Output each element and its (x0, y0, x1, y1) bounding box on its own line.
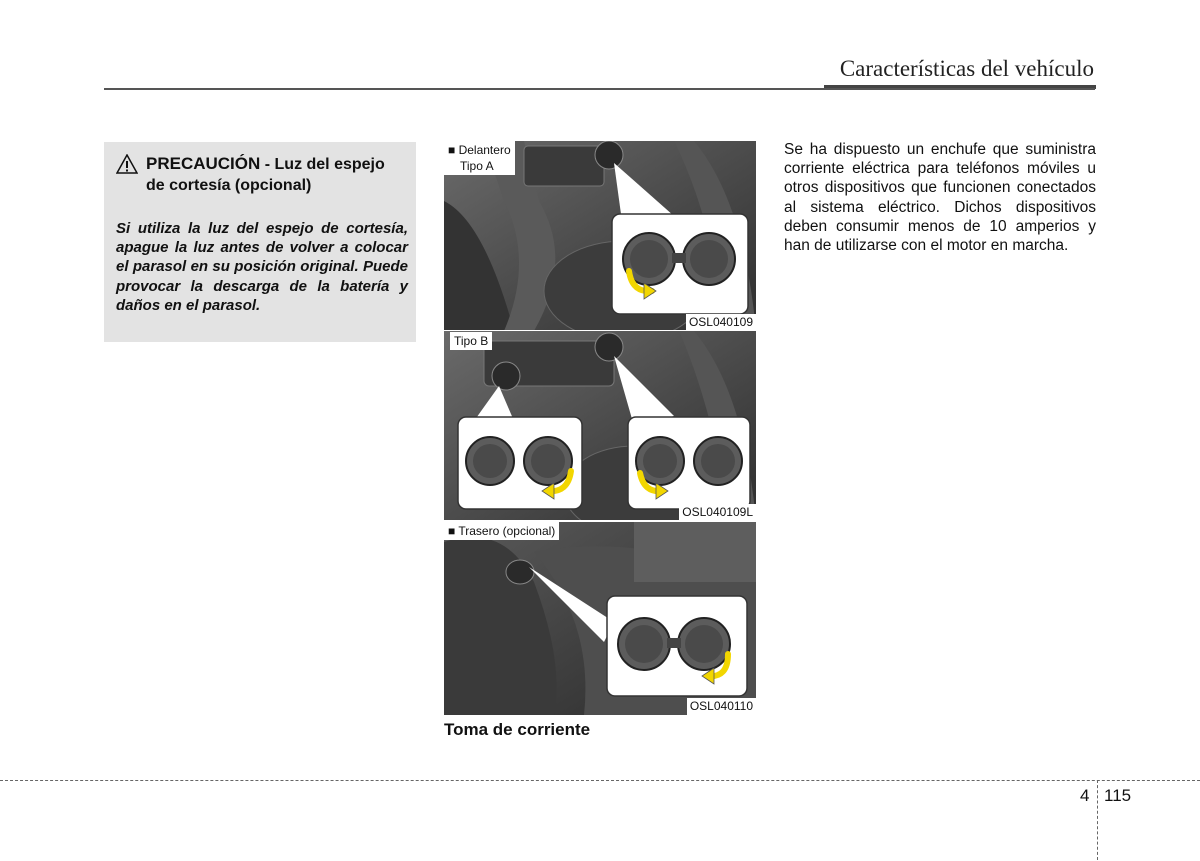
caution-title: PRECAUCIÓN (146, 154, 261, 173)
caution-heading (146, 154, 406, 196)
section-title: Características del vehículo (839, 56, 1094, 81)
caution-box (104, 142, 416, 342)
figure-label (444, 141, 515, 175)
page-number-separator (1097, 780, 1098, 860)
figure-front-type-b (444, 331, 756, 521)
figure-label-line1: ■ Delantero (448, 143, 511, 157)
power-outlet-rear-illustration (444, 522, 756, 715)
figure-front-type-a (444, 141, 756, 331)
caution-title-suffix: - Luz del espejo de cortesía (opcional) (146, 156, 385, 194)
footer-rule (0, 780, 1200, 781)
figure-code: OSL040109 (686, 314, 756, 331)
header-rule (104, 88, 1095, 90)
figure-code: OSL040109L (679, 504, 756, 521)
page-number: 115 (1104, 786, 1132, 805)
figure-label-line2: Tipo A (460, 159, 494, 173)
figure-code: OSL040110 (687, 698, 756, 715)
caution-body: Si utiliza la luz del espejo de cortesía, apague la luz antes de volver a colocar el parasol en su posición original. Puede provocar la descarga de la batería y daños en el parasol. (116, 220, 408, 314)
body-paragraph: Se ha dispuesto un enchufe que suministra corriente eléctrica para teléfonos móviles u otros dispositivos que funcionen conectados al sistema eléctrico. Dichos dispositivos deben consumir menos de 10 amperios y han de utilizarse con el motor en marcha. (784, 141, 1096, 255)
power-outlet-front-b-illustration (444, 331, 756, 521)
figure-rear (444, 522, 756, 715)
figure-label: Tipo B (450, 332, 492, 350)
warning-triangle-icon (116, 154, 138, 174)
figure-label: ■ Trasero (opcional) (444, 522, 559, 540)
figure-caption: Toma de corriente (444, 720, 591, 739)
chapter-number: 4 (1080, 786, 1090, 805)
